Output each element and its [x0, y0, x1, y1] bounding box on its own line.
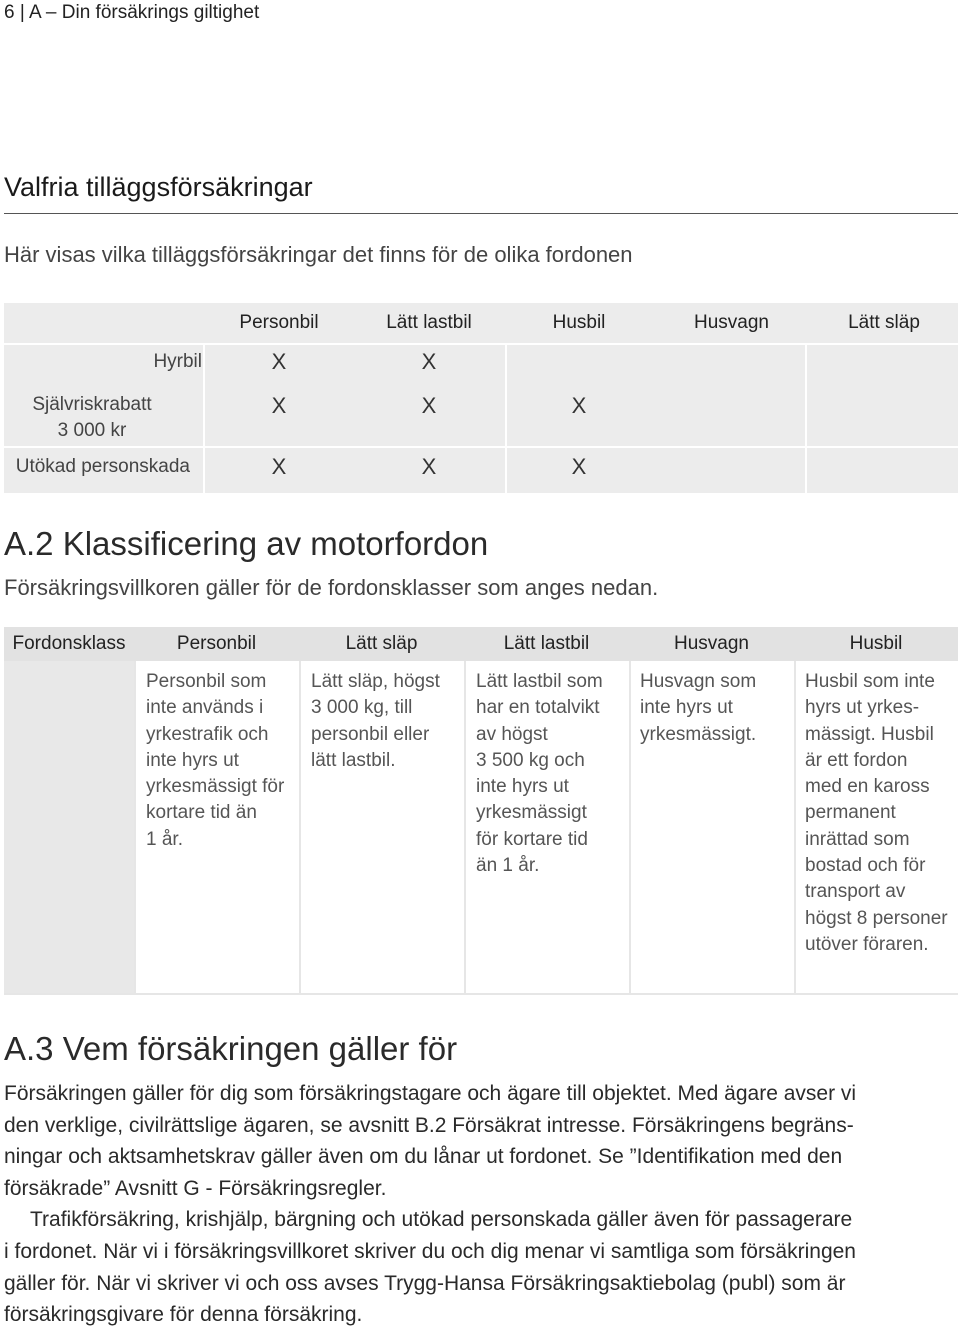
classification-col-header: Lätt släp	[345, 633, 418, 654]
addon-mark: X	[571, 454, 587, 479]
addon-grid-line	[4, 343, 958, 345]
a3-paragraph-line: gäller för. När vi skriver vi och oss avses Trygg-Hansa Försäkringsaktiebolag (publ) som är	[4, 1271, 846, 1295]
a3-paragraph-line: försäkrade” Avsnitt G - Försäkringsregler.	[4, 1176, 387, 1200]
addon-table	[4, 303, 958, 493]
a3-paragraph-line: försäkringsgivare för denna försäkring.	[4, 1303, 363, 1327]
section-divider	[4, 213, 958, 214]
classification-col-divider	[794, 661, 796, 995]
addon-col-header: Husbil	[552, 312, 606, 333]
addon-mark: X	[571, 393, 587, 418]
classification-bottom-border	[4, 993, 958, 995]
classification-col-divider	[299, 661, 301, 995]
section-intro: Här visas vilka tilläggsförsäkringar det finns för de olika fordonen	[4, 242, 633, 267]
classification-col-header: Lätt lastbil	[503, 633, 590, 654]
a3-paragraph-line: Försäkringen gäller för dig som försäkringstagare och ägare till objektet. Med ägare avser vi	[4, 1082, 857, 1105]
classification-col-header: Personbil	[176, 633, 257, 654]
a3-paragraph-line: ningar och aktsamhetskrav gäller även om du lånar ut fordonet. Se ”Identifikation med den	[4, 1145, 843, 1169]
a3-paragraph-line: i fordonet. När vi i försäkringsvillkoret skriver du och dig menar vi samtliga som försäkringen	[4, 1239, 856, 1263]
classification-cell-personbil: Personbil som inte används i yrkestrafik och inte hyrs ut yrkesmässigt för kortare tid än 1 år.	[146, 671, 285, 850]
classification-cell-husvagn: Husvagn som inte hyrs ut yrkesmässigt.	[640, 671, 757, 745]
addon-mark: X	[271, 349, 287, 374]
a3-paragraph-line: den verklige, civilrättslige ägaren, se avsnitt B.2 Försäkrat intresse. Försäkringens begräns-	[4, 1113, 854, 1137]
a3-paragraph-line: Trafikförsäkring, krishjälp, bärgning och utökad personskada gäller även för passagerare	[30, 1208, 853, 1232]
addon-mark: X	[421, 454, 437, 479]
classification-cell-husbil: Husbil som inte hyrs ut yrkes- mässigt. Husbil är ett fordon med en kaross permanent inrättad som bostad och för transport av högst 8 personer utöver föraren.	[805, 671, 948, 955]
addon-row-label: Självriskrabatt 3 000 kr	[32, 394, 152, 441]
a3-heading: A.3 Vem försäkringen gäller för	[4, 1030, 458, 1067]
addon-grid-line	[4, 446, 958, 448]
classification-table	[4, 627, 958, 995]
addon-col-header: Personbil	[239, 312, 319, 333]
classification-cell-latt-slap: Lätt släp, högst 3 000 kg, till personbil eller lätt lastbil.	[311, 671, 440, 771]
addon-row-label: Utökad personskada	[15, 456, 190, 477]
addon-grid-line	[805, 343, 807, 493]
addon-mark: X	[271, 393, 287, 418]
classification-first-header: Fordonsklass	[12, 633, 126, 654]
classification-col-divider	[464, 661, 466, 995]
addon-col-header: Husvagn	[694, 312, 769, 333]
addon-col-header: Lätt släp	[848, 312, 920, 333]
a2-heading: A.2 Klassificering av motorfordon	[4, 525, 489, 562]
addon-row-label: Hyrbil	[153, 351, 202, 372]
section-title: Valfria tilläggsförsäkringar	[4, 172, 313, 202]
a2-intro: Försäkringsvillkoren gäller för de fordonsklasser som anges nedan.	[4, 575, 659, 600]
classification-side-column	[4, 661, 134, 995]
a3-body	[4, 1078, 960, 1331]
page-header: 6 | A – Din försäkrings giltighet	[4, 2, 260, 23]
classification-col-divider	[629, 661, 631, 995]
addon-mark: X	[421, 393, 437, 418]
classification-col-divider	[134, 661, 136, 995]
classification-col-header: Husvagn	[674, 633, 749, 654]
addon-mark: X	[421, 349, 437, 374]
classification-col-header: Husbil	[849, 633, 903, 654]
addon-mark: X	[271, 454, 287, 479]
classification-cell-latt-lastbil: Lätt lastbil som har en totalvikt av högst 3 500 kg och inte hyrs ut yrkesmässigt för kortare tid än 1 år.	[476, 671, 603, 877]
addon-col-header: Lätt lastbil	[386, 312, 472, 333]
